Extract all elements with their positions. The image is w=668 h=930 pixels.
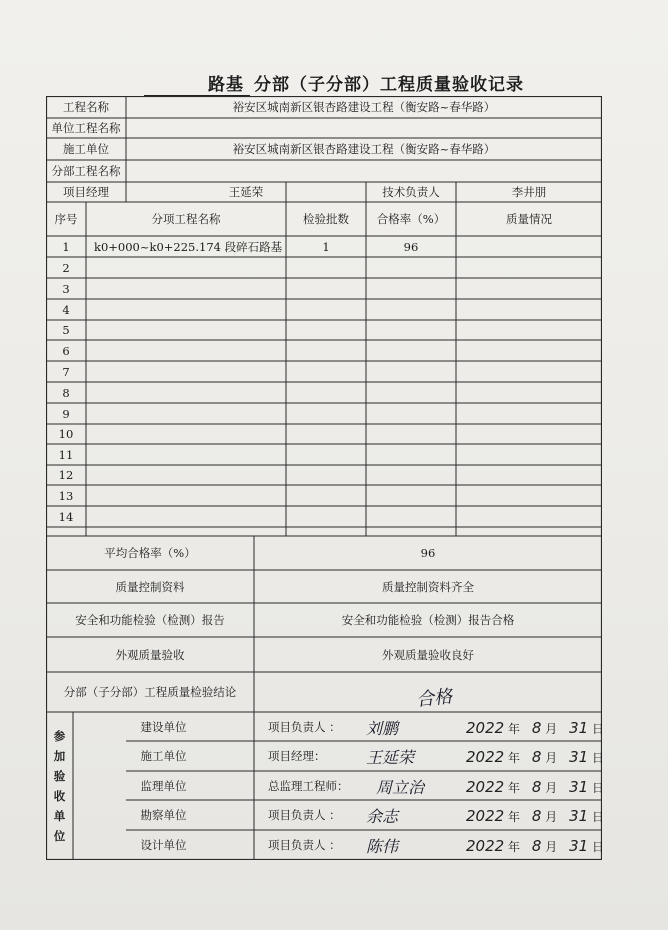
row-number: 12 bbox=[58, 468, 74, 482]
row-pass-rate bbox=[366, 257, 456, 278]
date-day: 31 bbox=[569, 807, 589, 825]
title-blank-field: 路基 bbox=[144, 70, 250, 96]
row-number: 1 bbox=[62, 239, 70, 254]
participant-role: 项目负责人 ： bbox=[268, 719, 341, 734]
participant-signature: 余志 bbox=[366, 807, 399, 826]
row-item-name bbox=[86, 465, 286, 485]
page-title bbox=[0, 70, 668, 96]
day-label: 日 bbox=[592, 751, 605, 765]
date-month: 8 bbox=[531, 778, 542, 796]
row-number: 8 bbox=[62, 385, 70, 400]
row-quality bbox=[456, 299, 602, 320]
row-number: 2 bbox=[62, 260, 70, 275]
row-pass-rate bbox=[366, 485, 456, 506]
row-item-name bbox=[86, 320, 286, 340]
year-label: 年 bbox=[508, 810, 521, 824]
date-month: 8 bbox=[531, 807, 542, 825]
row-number: 13 bbox=[58, 488, 74, 503]
row-batch-count bbox=[286, 299, 366, 320]
row-number: 10 bbox=[58, 427, 74, 441]
row-pass-rate bbox=[366, 278, 456, 299]
row-batch-count bbox=[286, 424, 366, 444]
conclusion-label: 分部（子分部）工程质量检验结论 bbox=[63, 685, 237, 699]
participant-signature: 周立治 bbox=[376, 778, 425, 797]
row-number: 11 bbox=[58, 447, 74, 462]
row-batch-count: 1 bbox=[322, 239, 330, 254]
row-batch-count bbox=[286, 506, 366, 527]
header-no: 序号 bbox=[54, 212, 78, 226]
row-item-name bbox=[86, 424, 286, 444]
project-name-label: 工程名称 bbox=[63, 100, 109, 114]
row-item-name bbox=[86, 257, 286, 278]
participant-date bbox=[466, 778, 604, 796]
row-quality bbox=[456, 361, 602, 382]
date-year: 2022 bbox=[466, 807, 505, 825]
year-label: 年 bbox=[508, 781, 521, 795]
safety-label: 安全和功能检验（检测）报告 bbox=[75, 613, 225, 627]
participant-unit: 施工单位 bbox=[140, 749, 187, 763]
acceptance-form bbox=[46, 96, 605, 860]
row-number: 5 bbox=[62, 323, 70, 337]
participants-group-label bbox=[46, 712, 73, 860]
appearance-label: 外观质量验收 bbox=[115, 647, 185, 662]
row-item-name bbox=[86, 340, 286, 361]
tech-lead-value: 李井朋 bbox=[511, 185, 547, 199]
row-batch-count bbox=[286, 403, 366, 424]
date-month: 8 bbox=[531, 748, 542, 766]
day-label: 日 bbox=[592, 810, 605, 824]
row-batch-count bbox=[286, 278, 366, 299]
participant-role: 总监理工程师： bbox=[268, 778, 349, 793]
header-quality: 质量情况 bbox=[506, 212, 552, 226]
row-pass-rate bbox=[366, 361, 456, 382]
participant-date bbox=[466, 748, 604, 766]
row-batch-count bbox=[286, 340, 366, 361]
date-year: 2022 bbox=[466, 778, 505, 796]
row-item-name: k0+000~k0+225.174 段碎石路基 bbox=[94, 239, 283, 254]
row-pass-rate bbox=[366, 403, 456, 424]
month-label: 月 bbox=[545, 781, 558, 795]
participant-date bbox=[466, 837, 604, 855]
month-label: 月 bbox=[545, 810, 558, 824]
qc-value: 质量控制资料齐全 bbox=[382, 579, 474, 594]
day-label: 日 bbox=[592, 722, 605, 736]
row-number: 3 bbox=[62, 281, 70, 296]
date-month: 8 bbox=[531, 719, 542, 737]
participant-signature: 王延荣 bbox=[366, 748, 415, 767]
row-pass-rate bbox=[366, 465, 456, 485]
row-number: 14 bbox=[58, 509, 74, 524]
header-pass-rate: 合格率（%） bbox=[376, 212, 446, 226]
row-item-name bbox=[86, 444, 286, 465]
row-item-name bbox=[86, 299, 286, 320]
year-label: 年 bbox=[508, 751, 521, 765]
row-batch-count bbox=[286, 444, 366, 465]
row-quality bbox=[456, 485, 602, 506]
row-batch-count bbox=[286, 361, 366, 382]
date-day: 31 bbox=[569, 837, 589, 855]
date-year: 2022 bbox=[466, 719, 505, 737]
row-pass-rate: 96 bbox=[403, 239, 419, 254]
participant-unit: 监理单位 bbox=[140, 778, 187, 793]
participants-group-text: 参 加 验 收 单 位 bbox=[53, 729, 66, 843]
row-item-name bbox=[86, 403, 286, 424]
participant-unit: 设计单位 bbox=[140, 838, 187, 852]
row-batch-count bbox=[286, 382, 366, 403]
row-item-name bbox=[86, 506, 286, 527]
conclusion-signature: 合格 bbox=[415, 686, 454, 711]
sub-project-label: 分部工程名称 bbox=[51, 164, 121, 178]
date-day: 31 bbox=[569, 778, 589, 796]
row-quality bbox=[456, 320, 602, 340]
date-day: 31 bbox=[569, 719, 589, 737]
header-batch-count: 检验批数 bbox=[303, 212, 349, 226]
avg-rate-value: 96 bbox=[420, 546, 436, 560]
header-item-name: 分项工程名称 bbox=[151, 212, 221, 226]
manager-label: 项目经理 bbox=[63, 185, 109, 199]
row-quality bbox=[456, 424, 602, 444]
avg-rate-label: 平均合格率（%） bbox=[104, 546, 196, 560]
unit-project-value bbox=[126, 118, 602, 138]
contractor-label: 施工单位 bbox=[63, 142, 109, 156]
row-quality bbox=[456, 236, 602, 257]
month-label: 月 bbox=[545, 751, 558, 765]
sub-project-value bbox=[126, 160, 602, 182]
day-label: 日 bbox=[592, 781, 605, 795]
row-number: 6 bbox=[62, 343, 70, 358]
participant-unit: 勘察单位 bbox=[140, 808, 187, 822]
row-batch-count bbox=[286, 485, 366, 506]
row-item-name bbox=[86, 278, 286, 299]
row-pass-rate bbox=[366, 424, 456, 444]
contractor-value: 裕安区城南新区银杏路建设工程（衡安路~春华路） bbox=[232, 142, 496, 156]
participant-role: 项目经理： bbox=[268, 749, 326, 763]
qc-label: 质量控制资料 bbox=[115, 579, 185, 594]
row-number: 9 bbox=[62, 406, 70, 421]
row-quality bbox=[456, 506, 602, 527]
date-year: 2022 bbox=[466, 748, 505, 766]
row-quality bbox=[456, 403, 602, 424]
row-quality bbox=[456, 257, 602, 278]
row-quality bbox=[456, 340, 602, 361]
row-item-name bbox=[86, 485, 286, 506]
row-number: 4 bbox=[62, 302, 70, 317]
row-quality bbox=[456, 278, 602, 299]
participant-role: 项目负责人 ： bbox=[268, 808, 341, 822]
row-quality bbox=[456, 465, 602, 485]
row-pass-rate bbox=[366, 299, 456, 320]
month-label: 月 bbox=[545, 840, 558, 854]
participant-role: 项目负责人 ： bbox=[268, 838, 341, 852]
row-item-name bbox=[86, 361, 286, 382]
row-pass-rate bbox=[366, 340, 456, 361]
tech-lead-label: 技术负责人 bbox=[382, 185, 440, 199]
manager-value: 王延荣 bbox=[228, 185, 264, 199]
participant-signature: 陈伟 bbox=[366, 837, 399, 856]
participant-unit: 建设单位 bbox=[140, 719, 187, 734]
safety-value: 安全和功能检验（检测）报告合格 bbox=[341, 613, 515, 627]
participant-date bbox=[466, 719, 604, 737]
row-batch-count bbox=[286, 465, 366, 485]
title-text: 分部（子分部）工程质量验收记录 bbox=[254, 75, 524, 95]
row-batch-count bbox=[286, 320, 366, 340]
appearance-value: 外观质量验收良好 bbox=[382, 647, 474, 662]
project-name-value: 裕安区城南新区银杏路建设工程（衡安路~春华路） bbox=[232, 100, 496, 114]
month-label: 月 bbox=[545, 722, 558, 736]
date-year: 2022 bbox=[466, 837, 505, 855]
year-label: 年 bbox=[508, 722, 521, 736]
row-pass-rate bbox=[366, 320, 456, 340]
row-quality bbox=[456, 382, 602, 403]
year-label: 年 bbox=[508, 840, 521, 854]
participant-date bbox=[466, 807, 604, 825]
day-label: 日 bbox=[592, 840, 605, 854]
date-day: 31 bbox=[569, 748, 589, 766]
date-month: 8 bbox=[531, 837, 542, 855]
row-quality bbox=[456, 444, 602, 465]
row-item-name bbox=[86, 382, 286, 403]
row-pass-rate bbox=[366, 444, 456, 465]
participant-signature: 刘鹏 bbox=[366, 719, 399, 738]
row-batch-count bbox=[286, 257, 366, 278]
row-pass-rate bbox=[366, 506, 456, 527]
unit-project-label: 单位工程名称 bbox=[51, 121, 121, 135]
row-pass-rate bbox=[366, 382, 456, 403]
row-number: 7 bbox=[62, 364, 70, 379]
